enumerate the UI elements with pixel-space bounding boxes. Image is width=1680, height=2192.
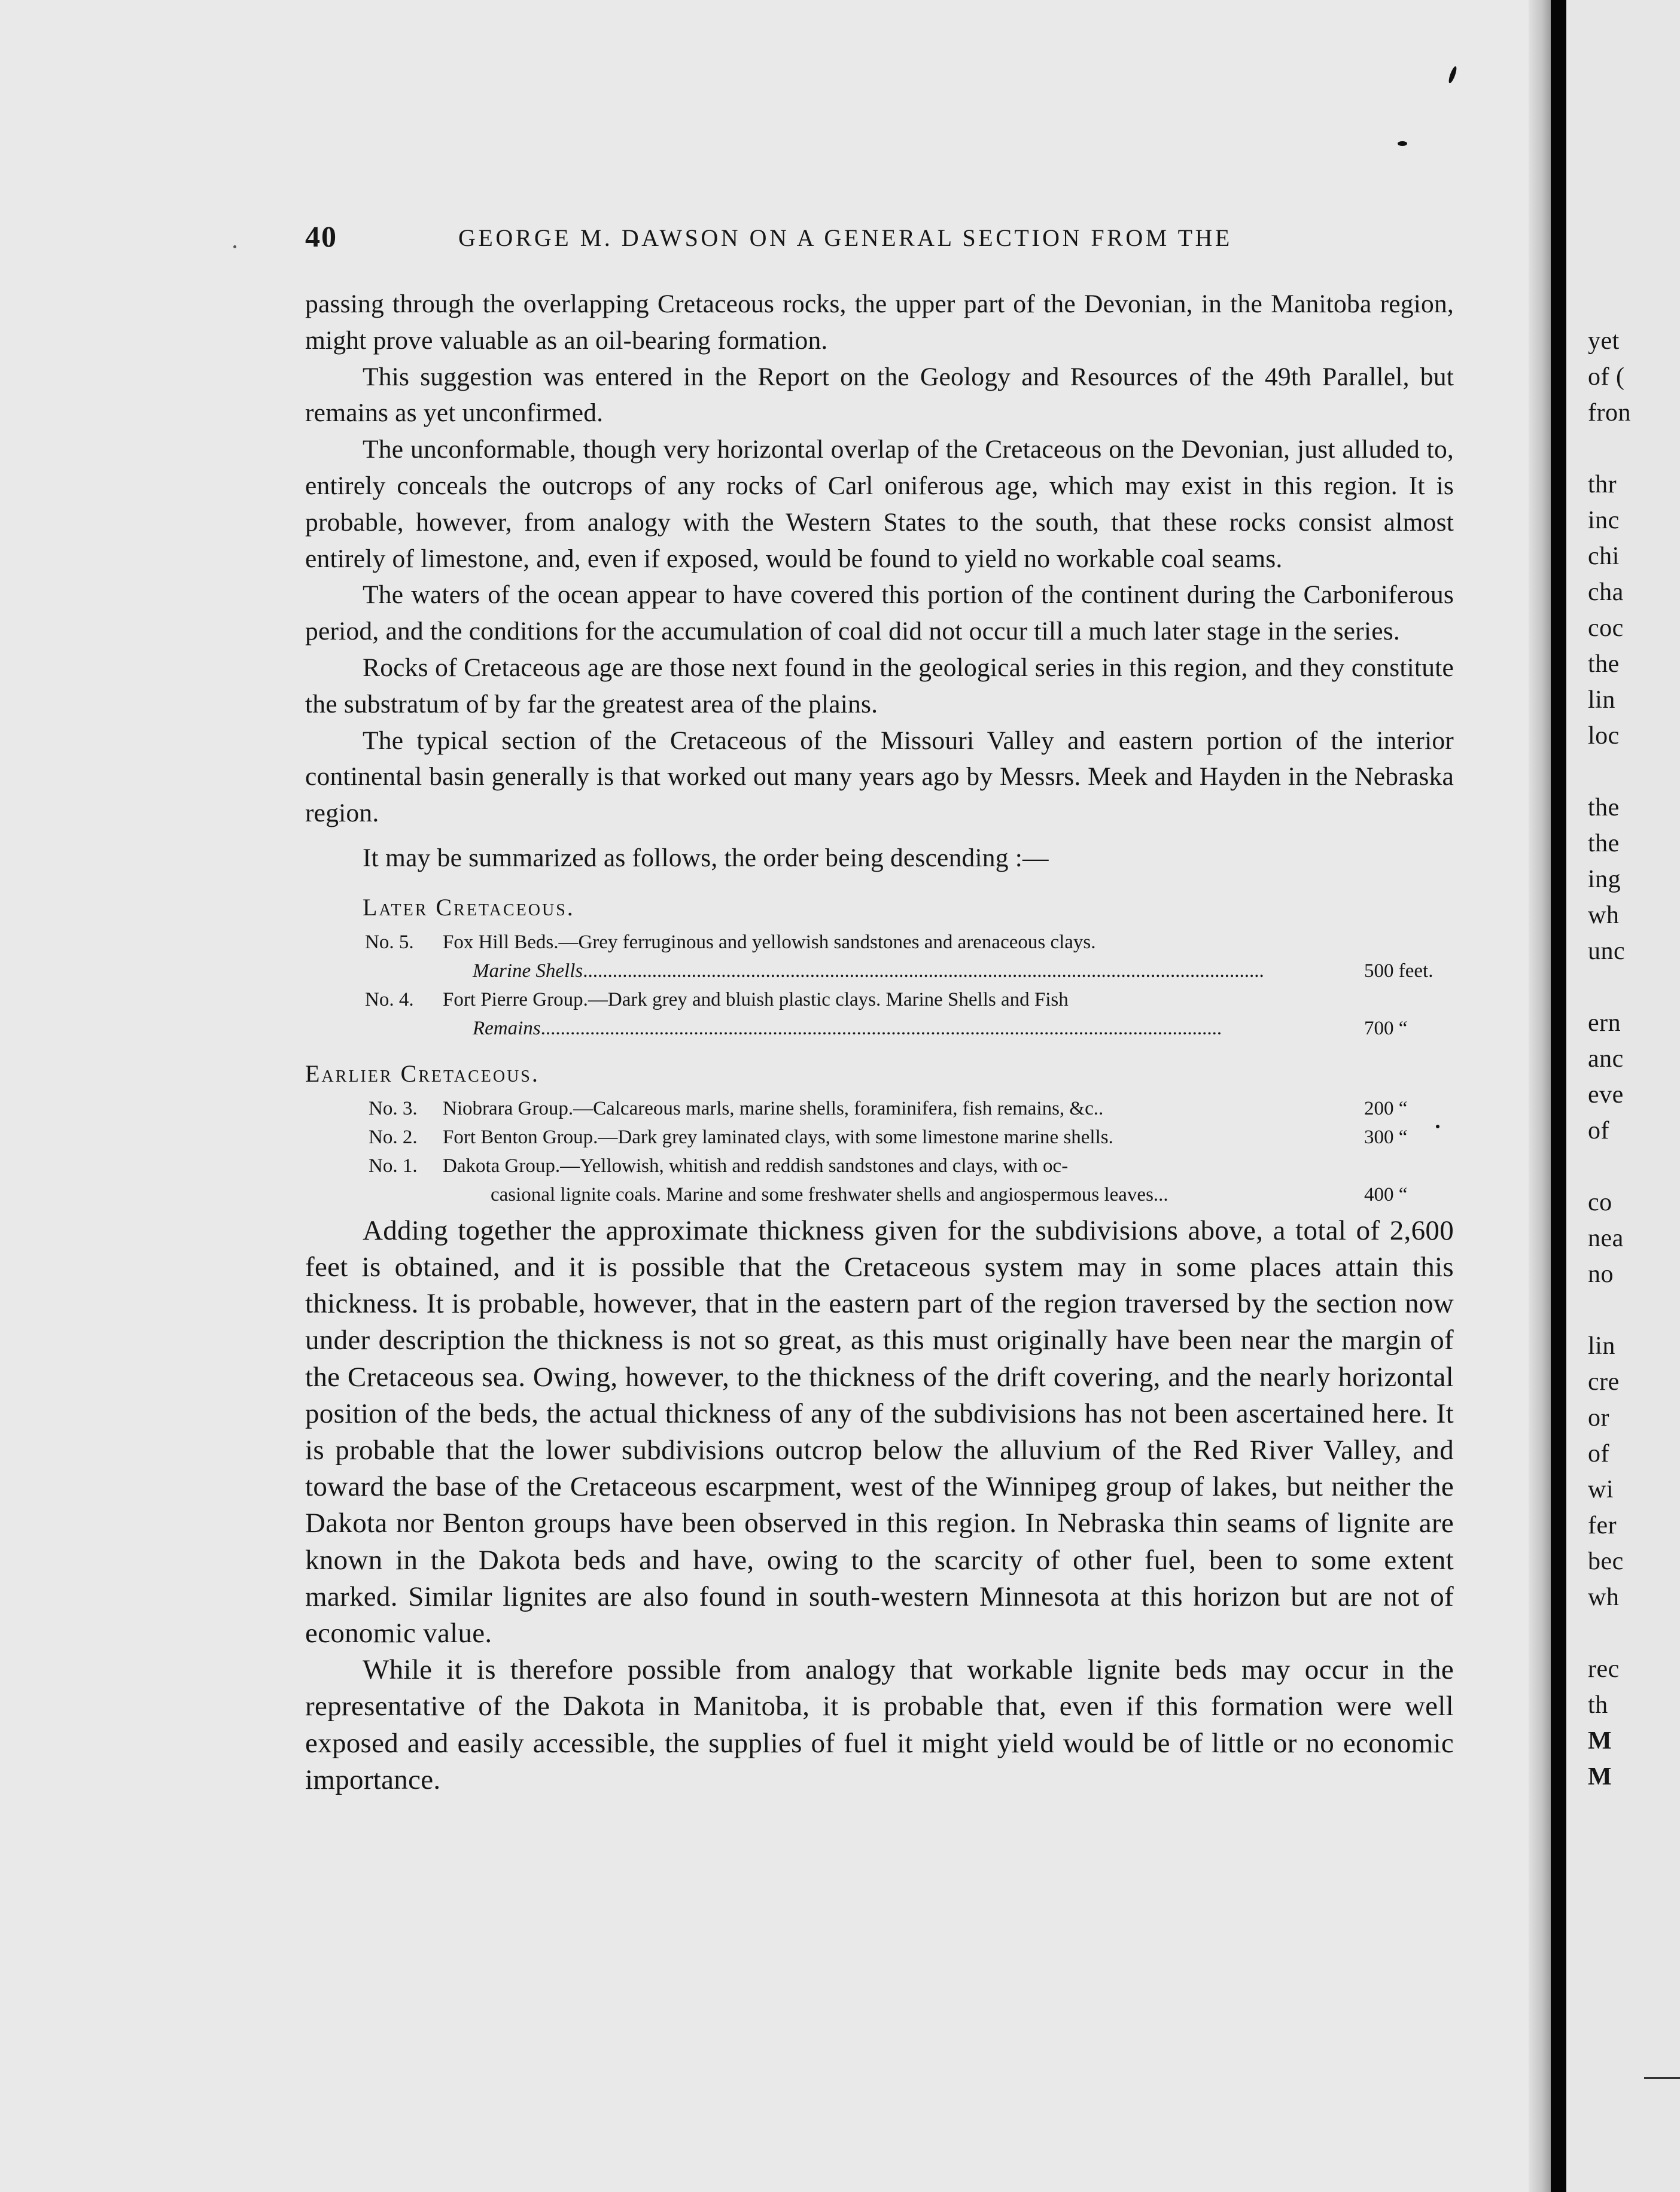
adjacent-page-fragment: of <box>1588 1440 1609 1468</box>
later-cretaceous-list <box>305 928 1454 1043</box>
adjacent-page-fragment: the <box>1588 794 1620 821</box>
entry-fossils: Marine Shells <box>473 960 583 982</box>
adjacent-page-fragment: or <box>1588 1404 1609 1432</box>
scan-mark <box>1447 66 1458 84</box>
adjacent-page-fragment: eve <box>1588 1081 1624 1109</box>
formation-entry <box>305 1123 1454 1152</box>
adjacent-page-fragment: thr <box>1588 471 1617 498</box>
entry-description: Dakota Group.—Yellowish, whitish and reddish sandstones and clays, with oc- <box>443 1155 1069 1177</box>
adjacent-page-fragment: lin <box>1588 1332 1615 1360</box>
adjacent-page-fragment: cre <box>1588 1368 1620 1396</box>
entry-continuation: casional lignite coals. Marine and some freshwater shells and angiospermous leaves... <box>491 1183 1168 1205</box>
adjacent-page-rule <box>1644 2077 1680 2079</box>
entry-number: No. 1. <box>369 1155 418 1177</box>
adjacent-page-fragment: loc <box>1588 722 1620 750</box>
adjacent-page-fragment: co <box>1588 1189 1612 1216</box>
adjacent-page-fragment: wi <box>1588 1476 1614 1503</box>
adjacent-page-fragment: coc <box>1588 614 1624 642</box>
scan-mark <box>233 245 236 248</box>
paragraph-9: While it is therefore possible from analogy that workable lignite beds may occur in the representative of the Dakota in Manitoba, it is probable that, even if this formation were well exposed and easily accessible, the supplies of fuel it might yield would be of little or no economic importance. <box>305 1654 1454 1795</box>
adjacent-page-fragment: inc <box>1588 507 1620 534</box>
adjacent-page-fragment: chi <box>1588 543 1620 570</box>
formation-entry <box>305 928 1454 985</box>
entry-thickness: 500 feet. <box>1364 960 1434 982</box>
dot-leader: .......................................................................................................................................... <box>540 1017 1222 1039</box>
paragraph-7: It may be summarized as follows, the order being descending :— <box>363 843 1049 872</box>
entry-number: No. 2. <box>369 1126 418 1148</box>
entry-continuation <box>365 957 1382 985</box>
adjacent-page-fragment: M <box>1588 1763 1612 1791</box>
adjacent-page-fragment: fer <box>1588 1512 1617 1539</box>
adjacent-page-fragment: fron <box>1588 399 1631 427</box>
dot-leader: .......................................................................................................................................... <box>583 960 1264 982</box>
adjacent-page-fragment: wh <box>1588 1584 1620 1611</box>
adjacent-page-fragment: yet <box>1588 327 1620 355</box>
formation-entry <box>305 985 1454 1043</box>
paragraph-1: passing through the overlapping Cretaceous rocks, the upper part of the Devonian, in the Manitoba region, might prove valuable as an oil-bearing formation. <box>305 290 1454 355</box>
entry-thickness: 300 “ <box>1364 1126 1408 1148</box>
adjacent-page-fragment: M <box>1588 1727 1612 1755</box>
adjacent-page-fragment: the <box>1588 830 1620 857</box>
adjacent-page-fragment: unc <box>1588 937 1626 965</box>
entry-fossils: Remains <box>473 1017 541 1039</box>
scan-edge <box>1551 0 1566 2192</box>
paragraph-4: The waters of the ocean appear to have covered this portion of the continent during the Carboniferous period, and the conditions for the accumulation of coal did not occur till a much later stage in the series. <box>305 580 1454 646</box>
adjacent-page-fragment: bec <box>1588 1548 1624 1575</box>
formation-entry <box>305 1094 1454 1123</box>
entry-description: Fort Benton Group.—Dark grey laminated clays, with some limestone marine shells. <box>443 1126 1113 1148</box>
entry-thickness: 200 “ <box>1364 1097 1408 1119</box>
earlier-cretaceous-list <box>305 1094 1454 1209</box>
entry-description: Niobrara Group.—Calcareous marls, marine shells, foraminifera, fish remains, &c.. <box>443 1097 1104 1119</box>
scan-mark <box>1398 141 1407 146</box>
paragraph-8: Adding together the approximate thickness given for the subdivisions above, a total of 2,600 feet is obtained, and it is possible that the Cretaceous system may in some places attain this thickness. It is probable, however, that in the eastern part of the region traversed by the section now under description the thickness is not so great, as this must originally have been near the margin of the Cretaceous sea. Owing, however, to the thickness of the drift covering, and the nearly horizontal position of the beds, the actual thickness of any of the subdivisions has not been ascertained here. It is probable that the lower subdivisions outcrop below the alluvium of the Red River Valley, and toward the base of the Cretaceous escarpment, west of the Winnipeg group of lakes, but neither the Dakota nor Benton groups have been observed in this region. In Nebraska thin seams of lignite are known in the Dakota beds and have, owing to the scarcity of other fuel, been to some extent marked. Similar lignites are also found in south-western Minnesota at this horizon but are not of economic value. <box>305 1214 1454 1649</box>
entry-number: No. 4. <box>365 988 414 1010</box>
scan-mark <box>1436 1125 1439 1128</box>
entry-continuation <box>365 1014 1382 1043</box>
page-number: 40 <box>305 220 337 253</box>
running-head: GEORGE M. DAWSON ON A GENERAL SECTION FROM THE <box>458 224 1232 251</box>
entry-thickness: 400 “ <box>1364 1183 1408 1205</box>
adjacent-page-fragment: th <box>1588 1691 1608 1719</box>
adjacent-page-fragment: wh <box>1588 902 1620 929</box>
paragraph-6: The typical section of the Cretaceous of the Missouri Valley and eastern portion of the interior continental basin generally is that worked out many years ago by Messrs. Meek and Hayden in the Nebraska region. <box>305 726 1454 828</box>
adjacent-page-fragment: no <box>1588 1261 1614 1288</box>
adjacent-page-fragment: cha <box>1588 579 1624 606</box>
later-cretaceous-heading: Later Cretaceous. <box>363 893 575 921</box>
entry-description: Fort Pierre Group.—Dark grey and bluish plastic clays. Marine Shells and Fish <box>443 988 1069 1010</box>
adjacent-page-fragment: anc <box>1588 1045 1624 1073</box>
adjacent-page-fragment: nea <box>1588 1225 1624 1252</box>
adjacent-page-fragment: of <box>1588 1117 1609 1144</box>
adjacent-page-fragment: lin <box>1588 686 1615 714</box>
paragraph-3: The unconformable, though very horizontal overlap of the Cretaceous on the Devonian, just alluded to, entirely conceals the outcrops of any rocks of Carl oniferous age, which may exist in this region. It is probable, however, from analogy with the Western States to the south, that these rocks consist almost entirely of limestone, and, even if exposed, would be found to yield no workable coal seams. <box>305 435 1454 573</box>
page-gutter <box>1529 0 1551 2192</box>
earlier-cretaceous-heading: Earlier Cretaceous. <box>305 1060 540 1087</box>
entry-description: Fox Hill Beds.—Grey ferruginous and yellowish sandstones and arenaceous clays. <box>443 931 1096 953</box>
adjacent-page-fragment: rec <box>1588 1655 1620 1683</box>
paragraph-5: Rocks of Cretaceous age are those next found in the geological series in this region, and they constitute the substratum of by far the greatest area of the plains. <box>305 653 1454 719</box>
adjacent-page-fragment: ing <box>1588 866 1621 893</box>
entry-number: No. 5. <box>365 931 414 953</box>
page-body <box>305 286 1454 1798</box>
adjacent-page-fragment: the <box>1588 650 1620 678</box>
adjacent-page-fragment: ern <box>1588 1009 1621 1037</box>
entry-number: No. 3. <box>369 1097 418 1119</box>
entry-thickness: 700 “ <box>1364 1017 1408 1039</box>
adjacent-page-fragment: of ( <box>1588 363 1625 391</box>
page-header <box>305 219 1292 261</box>
paragraph-2: This suggestion was entered in the Report on the Geology and Resources of the 49th Parallel, but remains as yet unconfirmed. <box>305 362 1454 428</box>
adjacent-page-edge <box>1566 0 1680 2192</box>
formation-entry <box>305 1152 1454 1209</box>
